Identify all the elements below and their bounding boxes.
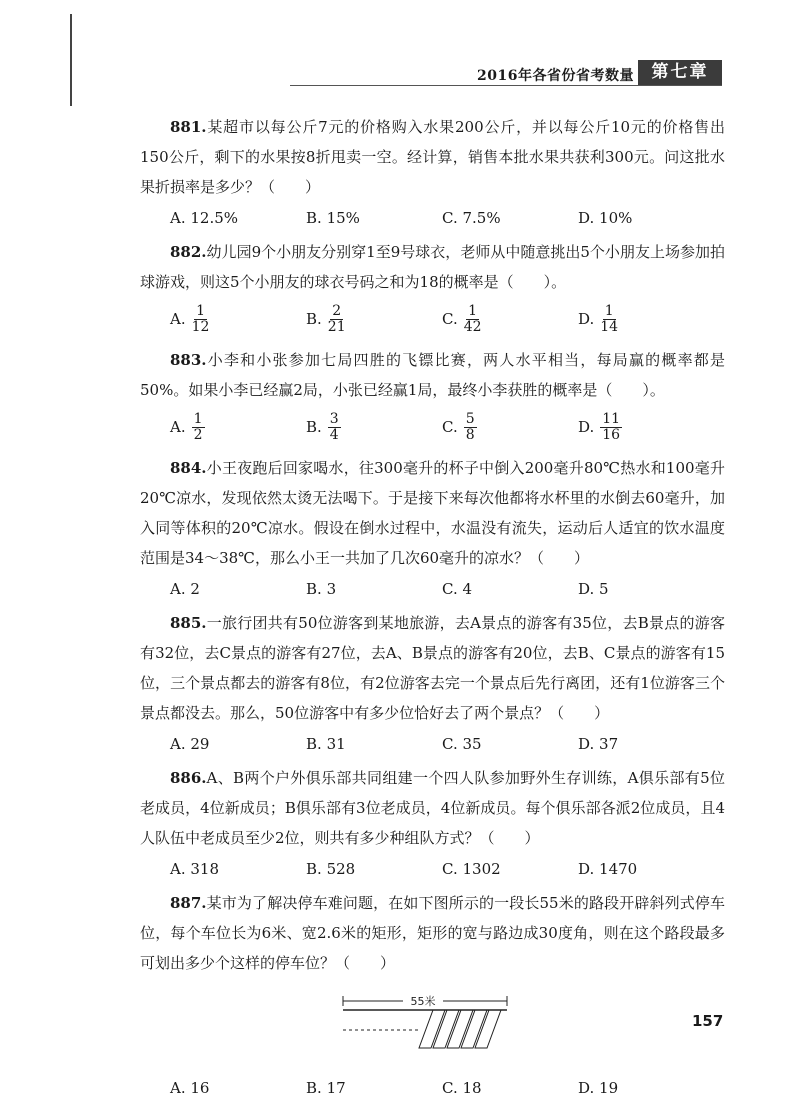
parking-stall-5 xyxy=(475,1010,501,1048)
option-d xyxy=(578,209,714,227)
chapter-badge: 第七章 xyxy=(638,60,722,85)
option-letter: C. xyxy=(442,859,458,878)
option-text: 37 xyxy=(599,734,619,753)
option-text: 3 xyxy=(326,579,337,598)
option-row xyxy=(140,853,725,884)
option-letter: B. xyxy=(306,859,322,878)
option-b xyxy=(306,860,442,878)
option-row xyxy=(140,405,725,449)
option-d xyxy=(578,860,714,878)
option-letter: D. xyxy=(578,1078,595,1097)
numerator: 11 xyxy=(602,410,621,427)
question-text: 小王夜跑后回家喝水，往300毫升的杯子中倒入200毫升80℃热水和100毫升20℃凉水，发现依然太烫无法喝下。于是接下来每次他都将水杯里的水倒去60毫升，加入同等体积的20℃凉水。假设在倒水过程中，水温没有流失，运动后人适宜的饮水温度范围是34～38℃，那么小王一共加了几次60毫升的凉水？（ ） xyxy=(140,459,725,567)
question-884 xyxy=(140,453,725,604)
question-886 xyxy=(140,763,725,884)
option-row xyxy=(140,1072,725,1103)
option-text: 1302 xyxy=(462,859,501,878)
parking-diagram xyxy=(140,982,725,1072)
option-text: 29 xyxy=(190,734,210,753)
option-letter: C. xyxy=(442,734,458,753)
fraction xyxy=(464,412,477,443)
option-letter: B. xyxy=(306,208,322,227)
option-a xyxy=(170,580,306,598)
option-letter: B. xyxy=(306,579,322,598)
option-b xyxy=(306,304,442,335)
denominator: 42 xyxy=(463,318,482,335)
fraction xyxy=(600,412,622,443)
option-text: 2 xyxy=(190,579,200,598)
option-c xyxy=(442,580,578,598)
parking-stall-2 xyxy=(433,1010,459,1048)
option-letter: C. xyxy=(442,579,458,598)
question-text: 小李和小张参加七局四胜的飞镖比赛，两人水平相当，每局赢的概率都是50%。如果小李已经赢2局，小张已经赢1局，最终小李获胜的概率是（ ）。 xyxy=(140,351,725,399)
option-letter: B. xyxy=(306,310,322,328)
question-text: 某市为了解决停车难问题，在如下图所示的一段长55米的路段开辟斜列式停车位，每个车位长为6米、宽2.6米的矩形，矩形的宽与路边成30度角，则在这个路段最多可划出多少个这样的停车位？（ ） xyxy=(140,894,725,972)
option-text: 17 xyxy=(326,1078,346,1097)
option-text: 4 xyxy=(462,579,473,598)
option-text: 12.5% xyxy=(190,208,239,227)
option-row xyxy=(140,573,725,604)
option-letter: D. xyxy=(578,310,595,328)
denominator: 4 xyxy=(329,426,339,443)
parking-stall-1 xyxy=(419,1010,445,1048)
option-text: 31 xyxy=(326,734,346,753)
fraction xyxy=(328,412,341,443)
option-letter: A. xyxy=(170,734,186,753)
option-letter: D. xyxy=(578,734,595,753)
option-d xyxy=(578,735,714,753)
option-c xyxy=(442,209,578,227)
option-letter: B. xyxy=(306,1078,322,1097)
numerator: 5 xyxy=(465,410,475,427)
question-stem xyxy=(140,345,725,405)
parking-diagram-svg xyxy=(335,988,525,1068)
option-letter: A. xyxy=(170,208,186,227)
option-letter: C. xyxy=(442,1078,458,1097)
option-row xyxy=(140,297,725,341)
question-number: 882. xyxy=(170,243,207,261)
option-a xyxy=(170,209,306,227)
option-text: 16 xyxy=(190,1078,210,1097)
question-text: 幼儿园9个小朋友分别穿1至9号球衣，老师从中随意挑出5个小朋友上场参加拍球游戏，则这5个小朋友的球衣号码之和为18的概率是（ ）。 xyxy=(140,243,725,291)
option-letter: A. xyxy=(170,1078,186,1097)
option-text: 1470 xyxy=(599,859,638,878)
question-stem xyxy=(140,237,725,297)
question-text: 某超市以每公斤7元的价格购入水果200公斤，并以每公斤10元的价格售出150公斤，剩下的水果按8折甩卖一空。经计算，销售本批水果共获利300元。问这批水果折损率是多少？（ ） xyxy=(140,118,725,196)
dimension-label: 55米 xyxy=(410,995,436,1008)
question-stem xyxy=(140,763,725,853)
denominator: 12 xyxy=(191,318,210,335)
numerator: 1 xyxy=(468,302,478,319)
question-number: 885. xyxy=(170,614,207,632)
option-a xyxy=(170,735,306,753)
option-text: 35 xyxy=(462,734,482,753)
numerator: 3 xyxy=(329,410,339,427)
question-887 xyxy=(140,888,725,1103)
option-letter: C. xyxy=(442,208,458,227)
option-c xyxy=(442,1079,578,1097)
option-letter: C. xyxy=(442,418,458,436)
parking-stall-3 xyxy=(447,1010,473,1048)
denominator: 8 xyxy=(465,426,475,443)
page-header xyxy=(290,58,722,88)
option-letter: A. xyxy=(170,579,186,598)
question-text: A、B两个户外俱乐部共同组建一个四人队参加野外生存训练，A俱乐部有5位老成员，4位新成员；B俱乐部有3位老成员，4位新成员。每个俱乐部各派2位成员，且4人队伍中老成员至少2位，则共有多少种组队方式？（ ） xyxy=(140,769,725,847)
option-text: 18 xyxy=(462,1078,482,1097)
option-row xyxy=(140,202,725,233)
question-881 xyxy=(140,112,725,233)
option-letter: A. xyxy=(170,859,186,878)
question-number: 881. xyxy=(170,118,207,136)
fraction xyxy=(192,412,205,443)
denominator: 2 xyxy=(193,426,203,443)
option-letter: A. xyxy=(170,418,186,436)
numerator: 1 xyxy=(604,302,614,319)
option-b xyxy=(306,209,442,227)
question-885 xyxy=(140,608,725,759)
header-title: 2016年各省份省考数量 xyxy=(477,68,634,84)
option-b xyxy=(306,735,442,753)
question-stem xyxy=(140,453,725,573)
question-stem xyxy=(140,888,725,978)
option-row xyxy=(140,728,725,759)
option-text: 528 xyxy=(326,859,356,878)
option-letter: D. xyxy=(578,418,595,436)
question-list xyxy=(140,112,725,1107)
option-c xyxy=(442,304,578,335)
denominator: 14 xyxy=(600,318,619,335)
question-number: 884. xyxy=(170,459,207,477)
denominator: 16 xyxy=(602,426,621,443)
option-letter: B. xyxy=(306,734,322,753)
option-letter: D. xyxy=(578,579,595,598)
option-b xyxy=(306,412,442,443)
option-c xyxy=(442,860,578,878)
option-letter: D. xyxy=(578,208,595,227)
option-d xyxy=(578,412,714,443)
option-d xyxy=(578,1079,714,1097)
question-stem xyxy=(140,608,725,728)
option-a xyxy=(170,412,306,443)
option-c xyxy=(442,412,578,443)
option-text: 19 xyxy=(599,1078,619,1097)
header-rule xyxy=(290,85,722,86)
question-number: 886. xyxy=(170,769,207,787)
parking-stall-4 xyxy=(461,1010,487,1048)
option-letter: C. xyxy=(442,310,458,328)
option-letter: B. xyxy=(306,418,322,436)
denominator: 21 xyxy=(327,318,346,335)
option-d xyxy=(578,304,714,335)
option-letter: D. xyxy=(578,859,595,878)
question-stem xyxy=(140,112,725,202)
option-a xyxy=(170,1079,306,1097)
fraction xyxy=(464,304,482,335)
option-text: 10% xyxy=(599,208,633,227)
numerator: 2 xyxy=(332,302,342,319)
question-883 xyxy=(140,345,725,449)
option-text: 5 xyxy=(599,579,609,598)
fraction xyxy=(328,304,346,335)
margin-line xyxy=(70,14,72,106)
option-c xyxy=(442,735,578,753)
question-text: 一旅行团共有50位游客到某地旅游，去A景点的游客有35位，去B景点的游客有32位，去C景点的游客有27位，去A、B景点的游客有20位，去B、C景点的游客有15位，三个景点都去的游客有8位，有2位游客去完一个景点后先行离团，还有1位游客三个景点都没去。那么，50位游客中有多少位恰好去了两个景点？（ ） xyxy=(140,614,725,722)
option-text: 15% xyxy=(326,208,360,227)
option-text: 7.5% xyxy=(462,208,501,227)
page-number: 157 xyxy=(692,1012,724,1030)
question-number: 887. xyxy=(170,894,207,912)
option-b xyxy=(306,580,442,598)
numerator: 1 xyxy=(193,410,203,427)
question-number: 883. xyxy=(170,351,207,369)
fraction xyxy=(192,304,210,335)
question-882 xyxy=(140,237,725,341)
option-b xyxy=(306,1079,442,1097)
fraction xyxy=(600,304,618,335)
option-a xyxy=(170,860,306,878)
option-letter: A. xyxy=(170,310,186,328)
option-d xyxy=(578,580,714,598)
numerator: 1 xyxy=(196,302,205,319)
option-text: 318 xyxy=(190,859,220,878)
option-a xyxy=(170,304,306,335)
